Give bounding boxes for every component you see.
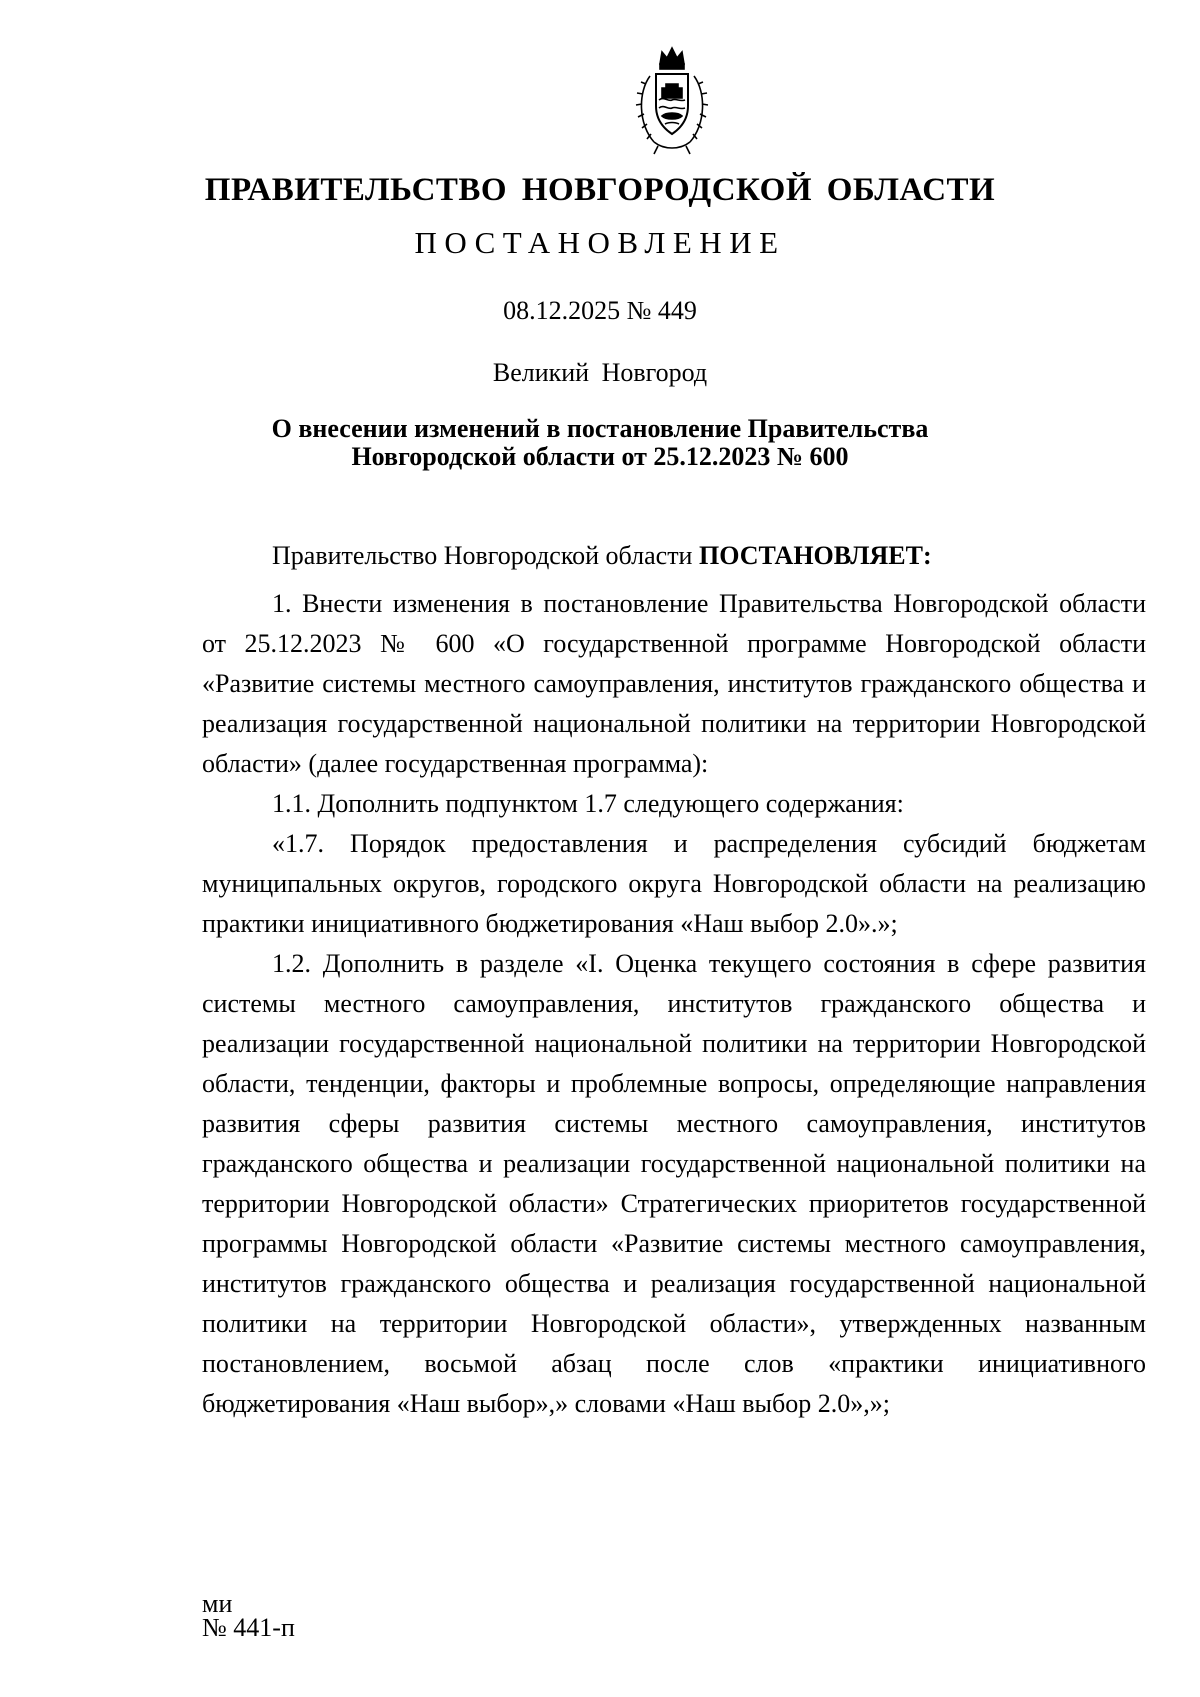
paragraph-item-1-2: 1.2. Дополнить в разделе «I. Оценка текущего состояния в сфере развития системы местного самоуправления, институтов гражданского общества и реализации государственной национальной политики на территории Новгородской области, тенденции, факторы и проблемные вопросы, определяющие направления развития сферы развития системы местного самоуправления, институтов гражданского общества и реализации государственной национальной политики на территории Новгородской области» Стратегических приоритетов государственной программы Новгородской области «Развитие системы местного самоуправления, институтов гражданского общества и реализация государственной национальной политики на территории Новгородской области», утвержденных названным постановлением, восьмой абзац после слов «практики инициативного бюджетирования «Наш выбор»,» словами «Наш выбор 2.0»,»; xyxy=(202,949,1146,1418)
resolution-intro xyxy=(202,536,1146,576)
novgorod-coat-of-arms-icon xyxy=(632,44,712,162)
document-body xyxy=(202,536,1146,1424)
paragraph-item-1: 1. Внести изменения в постановление Правительства Новгородской области от 25.12.2023 № 600 «О государственной программе Новгородской области «Развитие системы местного самоуправления, институтов гражданского общества и реализация государственной национальной политики на территории Новгородской области» (далее государственная программа): xyxy=(202,589,1146,778)
document-subject xyxy=(0,415,1200,471)
document-footer xyxy=(202,1589,295,1642)
document-city: Великий Новгород xyxy=(492,358,708,387)
subject-line-1: О внесении изменений в постановление Правительства xyxy=(271,414,929,443)
document-date-number: 08.12.2025 № 449 xyxy=(503,296,697,325)
document-type: ПОСТАНОВЛЕНИЕ xyxy=(414,225,786,260)
paragraph-quote-1-7: «1.7. Порядок предоставления и распределения субсидий бюджетам муниципальных округов, городского округа Новгородской области на реализацию практики инициативного бюджетирования «Наш выбор 2.0».»; xyxy=(202,829,1146,938)
subject-line-2: Новгородской области от 25.12.2023 № 600 xyxy=(351,442,849,471)
footer-initials: ми xyxy=(202,1589,233,1618)
paragraph-item-1-1: 1.1. Дополнить подпунктом 1.7 следующего содержания: xyxy=(272,789,904,818)
footer-reg-number: № 441-п xyxy=(202,1613,295,1642)
intro-prefix: Правительство Новгородской области xyxy=(272,541,699,570)
government-title: ПРАВИТЕЛЬСТВО НОВГОРОДСКОЙ ОБЛАСТИ xyxy=(204,172,996,208)
intro-emphasis: ПОСТАНОВЛЯЕТ: xyxy=(698,541,932,570)
